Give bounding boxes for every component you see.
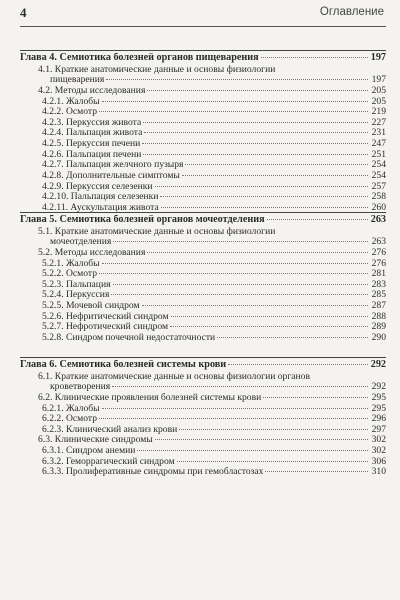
entry-label: 5.2.2. Осмотр — [42, 269, 98, 280]
toc-entry[interactable] — [20, 382, 386, 393]
entry-label: 5.2.4. Перкуссия — [42, 290, 110, 301]
entry-page: 283 — [371, 278, 386, 290]
entry-label: 4.2.5. Перкуссия печени — [42, 139, 141, 150]
entry-page: 251 — [371, 148, 386, 160]
page-header — [20, 2, 386, 27]
toc-entry[interactable] — [20, 259, 386, 270]
chapter-4 — [20, 50, 386, 214]
entry-page: 281 — [371, 268, 386, 280]
page-number: 4 — [20, 5, 27, 20]
entry-page: 260 — [371, 201, 386, 213]
entry-label: 4.2.4. Пальпация живота — [42, 128, 143, 139]
leader-dots — [144, 132, 368, 133]
leader-dots — [143, 122, 368, 123]
toc-entry[interactable] — [20, 237, 386, 248]
leader-dots — [102, 408, 368, 409]
toc-entry[interactable] — [20, 312, 386, 323]
leader-dots — [261, 57, 368, 58]
entry-label: 6.2.3. Клинический анализ крови — [42, 424, 178, 435]
leader-dots — [147, 90, 368, 91]
entry-label: 5.2.1. Жалобы — [42, 258, 100, 269]
entry-page: 295 — [371, 391, 386, 403]
entry-label: 5.2. Методы исследования — [38, 247, 146, 258]
toc-entry[interactable] — [20, 107, 386, 118]
entry-page: 296 — [371, 413, 386, 425]
toc-entry[interactable] — [20, 65, 386, 76]
leader-dots — [111, 294, 368, 295]
entry-page: 263 — [371, 236, 386, 248]
entry-page: 254 — [371, 170, 386, 182]
entry-page: 227 — [371, 116, 386, 128]
leader-dots — [99, 418, 368, 419]
toc-entry[interactable] — [20, 192, 386, 203]
entry-page: 197 — [371, 74, 386, 86]
toc-entry[interactable] — [20, 269, 386, 280]
entry-page: 276 — [371, 257, 386, 269]
entry-label: кроветворения — [50, 382, 111, 393]
leader-dots — [182, 175, 368, 176]
leader-dots — [113, 284, 369, 285]
chapter-page: 292 — [370, 359, 386, 370]
leader-dots — [99, 273, 368, 274]
toc-entry[interactable] — [20, 333, 386, 344]
chapter-title: Глава 6. Семиотика болезней системы крови — [20, 360, 227, 370]
toc-entry[interactable] — [20, 118, 386, 129]
toc-entry[interactable] — [20, 435, 386, 446]
entry-label: 4.2.11. Аускультация живота — [42, 202, 159, 213]
toc-entry[interactable] — [20, 75, 386, 86]
entry-page: 247 — [371, 138, 386, 150]
toc-entry[interactable] — [20, 182, 386, 193]
leader-dots — [155, 439, 368, 440]
entry-page: 219 — [371, 106, 386, 118]
entry-label: 6.3. Клинические синдромы — [38, 435, 153, 446]
toc-entry[interactable] — [20, 227, 386, 238]
entry-page: 288 — [371, 310, 386, 322]
chapter-heading[interactable] — [20, 215, 386, 226]
entry-page: 231 — [371, 127, 386, 139]
entry-label: 4.2.10. Пальпация селезенки — [42, 192, 159, 203]
toc-entry[interactable] — [20, 248, 386, 259]
chapter-heading[interactable] — [20, 360, 386, 371]
entry-page: 285 — [371, 289, 386, 301]
entry-label: 5.2.3. Пальпация — [42, 279, 111, 290]
leader-dots — [102, 263, 368, 264]
leader-dots — [177, 461, 368, 462]
leader-dots — [143, 154, 368, 155]
entry-label: 5.1. Краткие анатомические данные и основы физиологии — [38, 226, 276, 237]
leader-dots — [112, 386, 368, 387]
leader-dots — [179, 429, 368, 430]
toc-entry[interactable] — [20, 393, 386, 404]
entry-page: 205 — [371, 95, 386, 107]
toc-entry[interactable] — [20, 171, 386, 182]
toc-entry[interactable] — [20, 322, 386, 333]
entry-label: 4.2.9. Перкуссия селезенки — [42, 181, 153, 192]
leader-dots — [113, 241, 368, 242]
chapter-heading[interactable] — [20, 53, 386, 64]
entry-label: 4.2.2. Осмотр — [42, 107, 98, 118]
entry-label: 4.2.1. Жалобы — [42, 96, 100, 107]
entry-page: 295 — [371, 402, 386, 414]
leader-dots — [99, 111, 368, 112]
leader-dots — [142, 305, 368, 306]
entry-page: 287 — [371, 300, 386, 312]
toc-entry[interactable] — [20, 301, 386, 312]
running-title: Оглавление — [319, 6, 384, 18]
entry-label: 4.1. Краткие анатомические данные и основы физиологии — [38, 64, 276, 75]
toc-entry[interactable] — [20, 290, 386, 301]
toc-entry[interactable] — [20, 128, 386, 139]
chapter-6 — [20, 357, 386, 478]
chapter-title: Глава 4. Семиотика болезней органов пищеварения — [20, 53, 259, 63]
leader-dots — [171, 316, 368, 317]
toc-entry[interactable] — [20, 404, 386, 415]
entry-label: 6.3.1. Синдром анемии — [42, 446, 136, 457]
chapter-title: Глава 5. Семиотика болезней органов мочеотделения — [20, 215, 265, 225]
entry-label: 6.2.1. Жалобы — [42, 403, 100, 414]
entry-label: 4.2.7. Пальпация желчного пузыря — [42, 160, 184, 171]
leader-dots — [263, 397, 368, 398]
entry-label: 5.2.5. Мочевой синдром — [42, 301, 140, 312]
entry-page: 258 — [371, 191, 386, 203]
leader-dots — [185, 164, 368, 165]
entry-label: пищеварения — [50, 75, 105, 86]
entry-label: 4.2. Методы исследования — [38, 85, 146, 96]
leader-dots — [102, 101, 368, 102]
entry-label: 6.3.3. Пролиферативные синдромы при гемобластозах — [42, 467, 264, 478]
entry-page: 290 — [371, 332, 386, 344]
entry-page: 302 — [371, 445, 386, 457]
leader-dots — [265, 471, 368, 472]
entry-label: мочеотделения — [50, 237, 112, 248]
leader-dots — [267, 219, 368, 220]
toc-entry[interactable] — [20, 425, 386, 436]
toc-entry[interactable] — [20, 97, 386, 108]
entry-page: 289 — [371, 321, 386, 333]
entry-page: 297 — [371, 423, 386, 435]
entry-label: 6.2. Клинические проявления болезней системы крови — [38, 392, 262, 403]
entry-page: 302 — [371, 434, 386, 446]
leader-dots — [147, 252, 368, 253]
entry-page: 257 — [371, 180, 386, 192]
chapter-page: 263 — [370, 214, 386, 225]
entry-label: 5.2.7. Нефротический синдром — [42, 322, 169, 333]
leader-dots — [106, 79, 368, 80]
entry-label: 5.2.6. Нефритический синдром — [42, 311, 169, 322]
entry-page: 292 — [371, 381, 386, 393]
entry-page: 254 — [371, 159, 386, 171]
leader-dots — [160, 196, 368, 197]
toc-entry[interactable] — [20, 414, 386, 425]
toc-entry[interactable] — [20, 280, 386, 291]
toc-entry[interactable] — [20, 467, 386, 478]
leader-dots — [228, 364, 368, 365]
leader-dots — [170, 326, 368, 327]
entry-label: 6.2.2. Осмотр — [42, 414, 98, 425]
toc-entry[interactable] — [20, 150, 386, 161]
toc-entry[interactable] — [20, 86, 386, 97]
toc-entry[interactable] — [20, 446, 386, 457]
entry-label: 4.2.8. Дополнительные симптомы — [42, 171, 180, 182]
entry-page: 306 — [371, 455, 386, 467]
entry-page: 205 — [371, 84, 386, 96]
toc-entry[interactable] — [20, 160, 386, 171]
entry-label: 6.1. Краткие анатомические данные и основы физиологии органов — [38, 371, 310, 382]
leader-dots — [142, 143, 368, 144]
entry-page: 276 — [371, 246, 386, 258]
entry-page: 310 — [371, 466, 386, 478]
leader-dots — [161, 207, 368, 208]
entry-label: 4.2.3. Перкуссия живота — [42, 117, 142, 128]
toc-entry[interactable] — [20, 139, 386, 150]
entry-label: 5.2.8. Синдром почечной недостаточности — [42, 333, 216, 344]
leader-dots — [155, 186, 368, 187]
entry-label: 4.2.6. Пальпация печени — [42, 149, 142, 160]
toc-entry[interactable] — [20, 372, 386, 383]
leader-dots — [217, 337, 368, 338]
chapter-page: 197 — [370, 52, 386, 63]
toc-entry[interactable] — [20, 457, 386, 468]
entry-label: 6.3.2. Геморрагический синдром — [42, 456, 175, 467]
chapter-5 — [20, 212, 386, 344]
leader-dots — [137, 450, 368, 451]
